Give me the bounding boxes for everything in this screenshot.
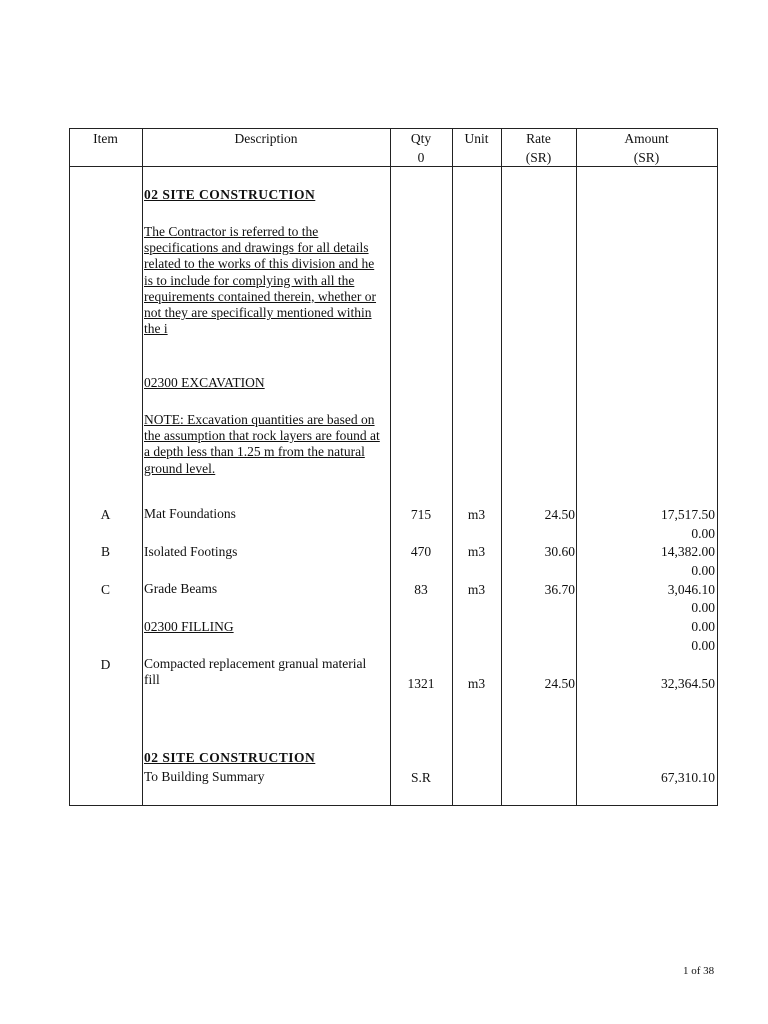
row-a-qty: 715 [410, 507, 432, 522]
column-divider-qty [452, 129, 453, 805]
row-a-amount: 17,517.50 [661, 507, 715, 522]
row-a-rate: 24.50 [544, 507, 575, 522]
section-title: 02 SITE CONSTRUCTION [144, 187, 316, 202]
row-b-description: Isolated Footings [144, 544, 238, 559]
row-d-qty: 1321 [407, 676, 435, 691]
header-rate: Rate [526, 131, 551, 146]
header-description: Description [234, 131, 298, 146]
header-amount: Amount [624, 131, 669, 146]
header-unit: Unit [464, 131, 489, 146]
row-c-amount: 3,046.10 [667, 582, 715, 597]
row-a-unit: m3 [467, 507, 486, 522]
filling-heading: 02300 FILLING [144, 619, 234, 634]
row-d-rate: 24.50 [544, 676, 575, 691]
row-b-qty: 470 [410, 544, 432, 559]
row-b-rate: 30.60 [544, 544, 575, 559]
header-item: Item [93, 131, 118, 146]
row-a-description: Mat Foundations [144, 506, 236, 521]
row-b-amount: 14,382.00 [661, 544, 715, 559]
row-a-item: A [100, 507, 111, 522]
row-d-description: Compacted replacement granual material fill [144, 656, 367, 687]
row-d-amount: 32,364.50 [661, 676, 715, 691]
section-intro: The Contractor is referred to the specifications and drawings for all details related to the works of this division and he is to include for complying with all the requirements contained therein, whether or not they are specifically mentioned within the i [144, 224, 377, 337]
zero-amount: 0.00 [691, 638, 715, 653]
page-number: 1 of 38 [683, 965, 715, 977]
excavation-note: NOTE: Excavation quantities are based on the assumption that rock layers are found at a depth less than 1.25 m from the natural ground level. [144, 412, 380, 476]
zero-amount: 0.00 [691, 619, 715, 634]
column-divider-rate [576, 129, 577, 805]
row-c-unit: m3 [467, 582, 486, 597]
column-divider-description [390, 129, 391, 805]
summary-title: 02 SITE CONSTRUCTION [144, 750, 316, 765]
summary-label: To Building Summary [144, 769, 265, 784]
summary-amount: 67,310.10 [661, 770, 715, 785]
row-d-unit: m3 [467, 676, 486, 691]
column-divider-unit [501, 129, 502, 805]
row-c-item: C [100, 582, 110, 597]
row-b-item: B [100, 544, 110, 559]
excavation-heading: 02300 EXCAVATION [144, 375, 265, 390]
header-rate-unit: (SR) [525, 150, 552, 165]
header-qty-sub: 0 [417, 150, 425, 165]
header-qty: Qty [410, 131, 432, 146]
bill-of-quantities-table [69, 128, 718, 806]
zero-amount: 0.00 [691, 526, 715, 541]
row-d-item: D [100, 657, 111, 672]
zero-amount: 0.00 [691, 600, 715, 615]
table-border-left [69, 129, 70, 805]
row-c-description: Grade Beams [144, 581, 218, 596]
row-c-qty: 83 [414, 582, 428, 597]
header-divider [69, 166, 717, 167]
summary-qty: S.R [411, 770, 431, 785]
header-amount-unit: (SR) [633, 150, 660, 165]
column-divider-item [142, 129, 143, 805]
row-b-unit: m3 [467, 544, 486, 559]
zero-amount: 0.00 [691, 563, 715, 578]
row-c-rate: 36.70 [544, 582, 575, 597]
